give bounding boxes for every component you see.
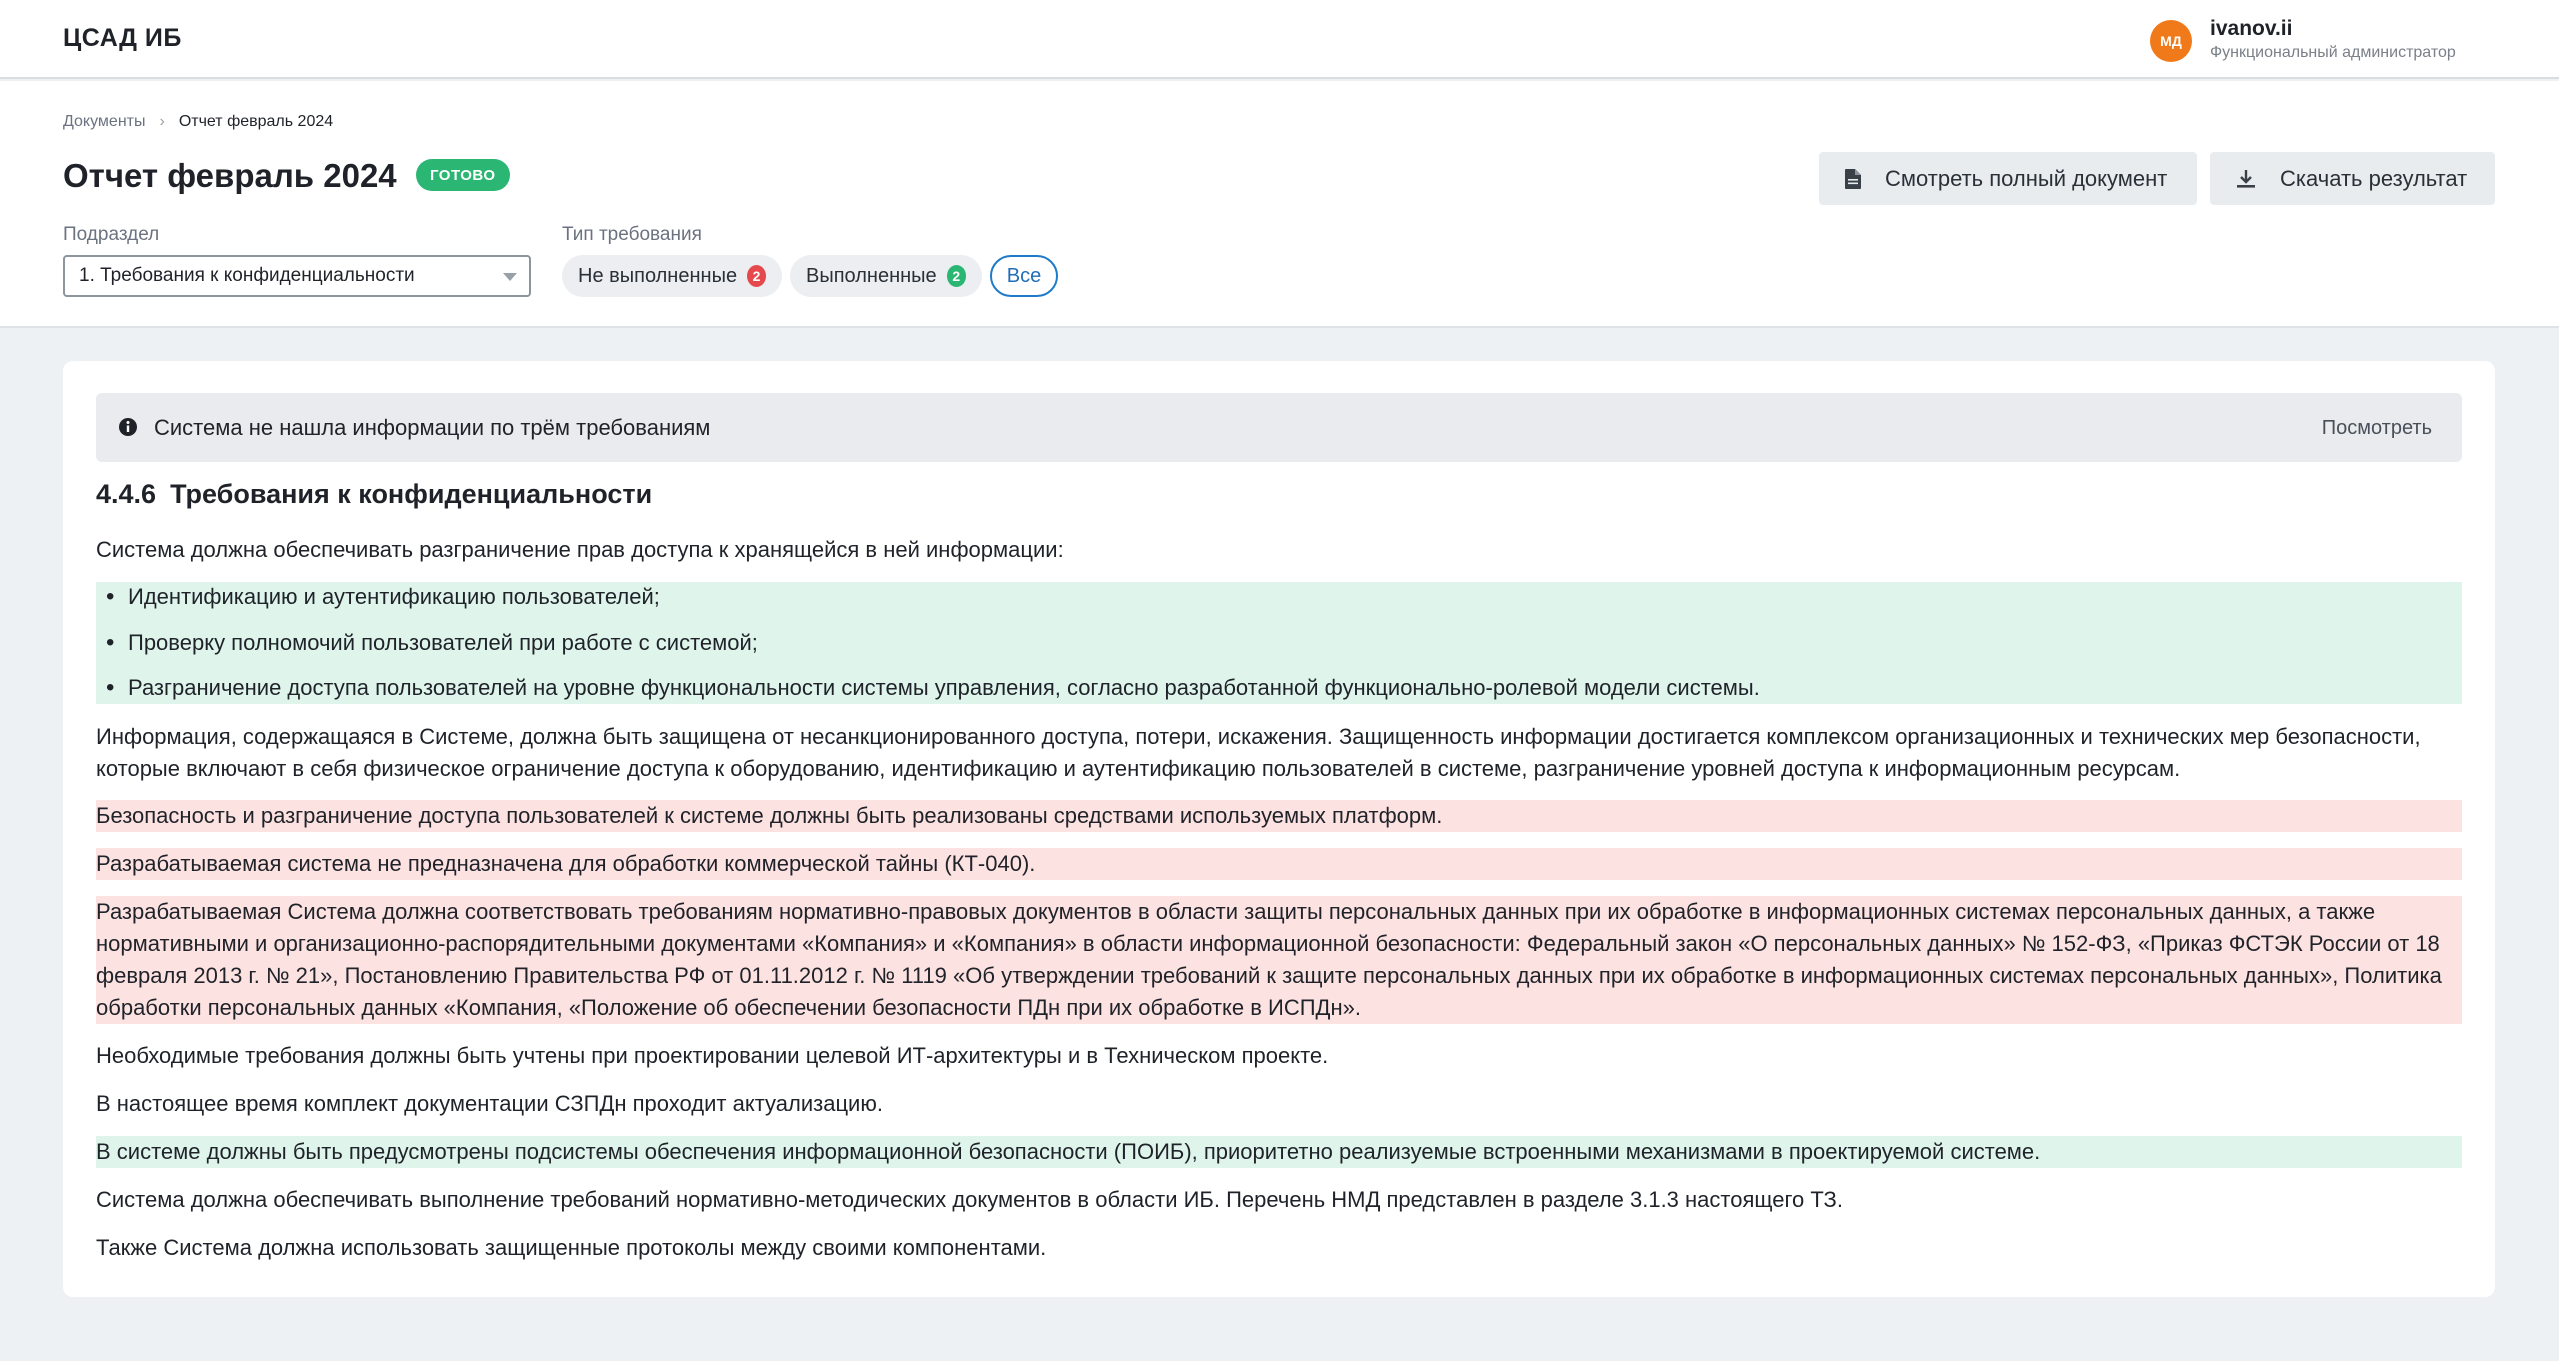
requirements-list	[96, 582, 2462, 704]
notice-bar	[96, 393, 2462, 462]
status-badge: ГОТОВО	[416, 159, 510, 191]
notice-view-link[interactable]: Посмотреть	[2321, 417, 2432, 439]
breadcrumb-current: Отчет февраль 2024	[178, 113, 334, 130]
notice-text: Система не нашла информации по трём требованиям	[154, 415, 711, 440]
caret-down-icon	[503, 273, 517, 281]
paragraph-protocols: Также Система должна использовать защищенные протоколы между своими компонентами.	[96, 1235, 1047, 1260]
filter-chip-undone-label: Не выполненные	[578, 264, 738, 287]
paragraph-szpdn: В настоящее время комплект документации СЗПДн проходит актуализацию.	[96, 1091, 883, 1116]
requirement-type-label: Тип требования	[562, 224, 702, 245]
top-bar	[0, 0, 2559, 79]
paragraph-personal-data: Разрабатываемая Система должна соответствовать требованиям нормативно-правовых документов в области защиты персональных данных при их обработке в информационных системах персональных данных, а также нормативными и организационно-распорядительными документами «Компания» и «Компания» в области информационной безопасности: Федеральный закон «О персональных данных» № 152-ФЗ, «Приказ ФСТЭК России от 18 февраля 2013 г. № 21», Постановлению Правительства РФ от 01.11.2012 г. № 1119 «Об утверждении требований к защите персональных данных при их обработке в информационных системах персональных данных», Политика обработки персональных данных «Компания, «Положение об обеспечении безопасности ПДн при их обработке в ИСПДн».	[96, 896, 2462, 1024]
page-title: Отчет февраль 2024	[63, 157, 397, 194]
download-result-button[interactable]	[2210, 152, 2495, 205]
done-count-badge: 2	[947, 265, 966, 287]
filter-chip-all-label: Все	[1006, 264, 1042, 287]
document-icon	[1845, 169, 1861, 189]
subsection-label: Подраздел	[63, 224, 160, 245]
filter-chip-done-label: Выполненные	[806, 264, 937, 287]
list-item: • Разграничение доступа пользователей на уровне функциональности системы управления, согласно разработанной функционально-ролевой модели системы.	[96, 673, 1760, 703]
user-name: ivanov.ii	[2210, 17, 2293, 40]
paragraph-commercial-secret: Разрабатываемая система не предназначена для обработки коммерческой тайны (КТ-040).	[96, 848, 2462, 880]
filter-chip-undone[interactable]	[562, 255, 782, 297]
list-item: • Идентификацию и аутентификацию пользователей;	[96, 582, 660, 612]
paragraph-architecture: Необходимые требования должны быть учтены при проектировании целевой ИТ-архитектуры и в Техническом проекте.	[96, 1043, 1329, 1068]
subsection-value: 1. Требования к конфиденциальности	[79, 265, 415, 286]
paragraph-nmd: Система должна обеспечивать выполнение требований нормативно-методических документов в области ИБ. Перечень НМД представлен в разделе 3.1.3 настоящего ТЗ.	[96, 1187, 1843, 1212]
app-logo[interactable]: ЦСАД ИБ	[63, 24, 182, 52]
breadcrumb	[63, 113, 333, 131]
breadcrumb-root[interactable]: Документы	[63, 113, 146, 130]
user-role: Функциональный администратор	[2210, 44, 2456, 61]
chevron-right-icon: ›	[159, 113, 165, 130]
list-item: • Проверку полномочий пользователей при работе с системой;	[96, 628, 758, 658]
paragraph-platform-security: Безопасность и разграничение доступа пользователей к системе должны быть реализованы средствами используемых платформ.	[96, 800, 2462, 832]
paragraph-poib: В системе должны быть предусмотрены подсистемы обеспечения информационной безопасности (ПОИБ), приоритетно реализуемые встроенными механизмами в проектируемой системе.	[96, 1136, 2462, 1168]
subsection-select[interactable]	[63, 255, 531, 297]
avatar[interactable]: МД	[2150, 20, 2192, 62]
info-icon	[118, 417, 138, 437]
filter-chip-all[interactable]	[990, 255, 1058, 297]
download-result-label: Скачать результат	[2280, 165, 2468, 191]
section-number: 4.4.6	[96, 479, 157, 509]
view-full-document-label: Смотреть полный документ	[1885, 165, 2168, 191]
document-card	[63, 361, 2495, 1297]
section-title	[96, 479, 652, 510]
undone-count-badge: 2	[747, 265, 766, 287]
filter-chip-done[interactable]	[790, 255, 982, 297]
download-icon	[2236, 169, 2256, 189]
view-full-document-button[interactable]	[1819, 152, 2197, 205]
page-header	[0, 81, 2559, 328]
section-title-text: Требования к конфиденциальности	[170, 479, 653, 509]
section-intro: Система должна обеспечивать разграничение прав доступа к хранящейся в ней информации:	[96, 537, 1064, 562]
paragraph-protection: Информация, содержащаяся в Системе, должна быть защищена от несанкционированного доступа, потери, искажения. Защищенность информации достигается комплексом организационных и технических мер безопасности, которые включают в себя физическое ограничение доступа к оборудованию, идентификацию и аутентификацию пользователей в системе, разграничение уровней доступа к информационным ресурсам.	[96, 724, 2421, 781]
